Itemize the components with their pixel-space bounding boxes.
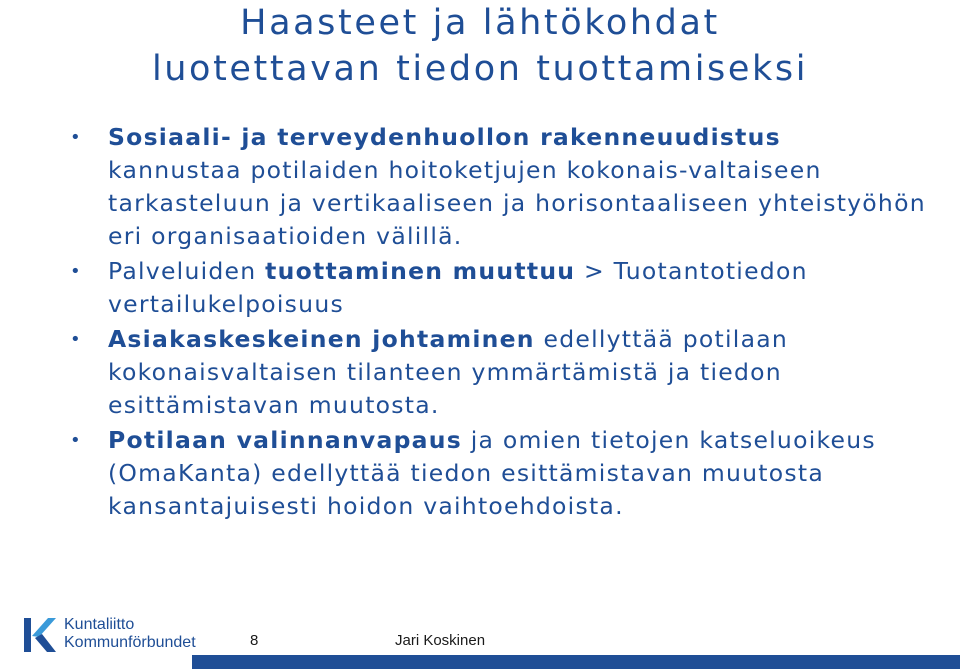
slide-title (0, 0, 960, 92)
bullet-text: edellyttää potilaan kokonaisvaltaisen tilanteen ymmärtämistä ja tiedon esittämistavan muutosta. (108, 325, 789, 419)
bullet-bold: Asiakaskeskeinen johtaminen (108, 325, 535, 353)
bullet-bold: Sosiaali- ja terveydenhuollon rakenneuudistus (108, 123, 781, 151)
logo-text (64, 616, 196, 652)
bullet-text: kannustaa potilaiden hoitoketjujen kokonais-valtaiseen tarkasteluun ja vertikaaliseen ja horisontaaliseen yhteistyöhön eri organisaatioiden välillä. (108, 156, 926, 250)
author-name: Jari Koskinen (395, 632, 486, 649)
bullet-pre: Palveluiden (108, 257, 266, 285)
bullet-item (70, 255, 950, 321)
bullet-dot-icon: • (70, 261, 82, 282)
bullet-dot-icon: • (70, 329, 82, 350)
bullet-dot-icon: • (70, 127, 82, 148)
bullet-dot-icon: • (70, 430, 82, 451)
kuntaliitto-logo (20, 612, 195, 657)
logo-line-2: Kommunförbundet (64, 634, 196, 651)
kuntaliitto-k-logo-icon (20, 614, 60, 656)
logo-line-1: Kuntaliitto (64, 616, 135, 633)
title-line-2: luotettavan tiedon tuottamiseksi (151, 49, 809, 89)
page-number: 8 (250, 632, 259, 649)
footer-bar (192, 655, 960, 669)
bullet-bold: Potilaan valinnanvapaus (108, 426, 462, 454)
bullet-item (70, 121, 950, 253)
bullet-text: ja omien tietojen katseluoikeus (OmaKanta) edellyttää tiedon esittämistavan muutosta kansantajuisesti hoidon vaihtoehdoista. (108, 426, 876, 520)
title-line-1: Haasteet ja lähtökohdat (240, 3, 720, 43)
bullet-item (70, 323, 950, 422)
bullet-item (70, 424, 950, 523)
bullet-bold: tuottaminen muuttuu (265, 257, 576, 285)
bullet-list (70, 121, 950, 525)
bullet-text: > Tuotantotiedon vertailukelpoisuus (108, 257, 808, 318)
